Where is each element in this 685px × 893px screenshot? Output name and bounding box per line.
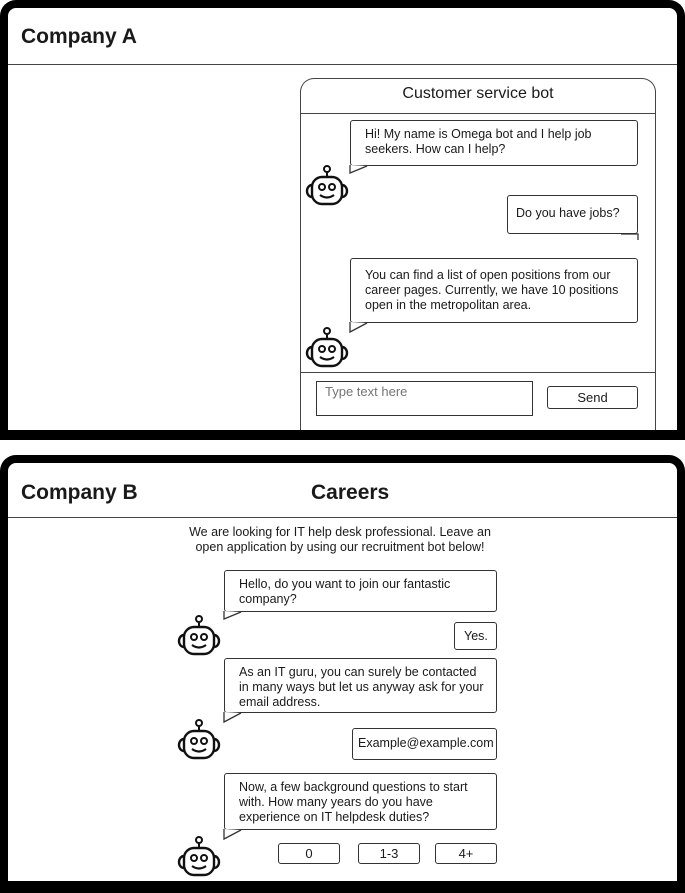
header-divider bbox=[8, 64, 677, 65]
user-message bbox=[454, 622, 497, 650]
robot-icon bbox=[304, 327, 350, 369]
bot-message bbox=[224, 658, 497, 713]
intro-text: We are looking for IT help desk professional. Leave an open application by using our recruitment bot below! bbox=[189, 525, 491, 554]
option-button-4plus[interactable]: 4+ bbox=[435, 843, 497, 864]
bot-message bbox=[350, 258, 638, 323]
robot-icon bbox=[176, 615, 222, 657]
bubble-tail bbox=[223, 611, 243, 621]
message-text: Example@example.com bbox=[358, 736, 494, 750]
header-divider bbox=[8, 517, 677, 518]
chat-text-input[interactable] bbox=[316, 381, 533, 416]
company-b-title: Company B bbox=[21, 481, 138, 504]
message-text: Now, a few background questions to start with. How many years do you have experience on IT helpdesk duties? bbox=[239, 780, 468, 824]
message-text: Do you have jobs? bbox=[516, 206, 620, 220]
robot-icon bbox=[176, 836, 222, 878]
bubble-tail bbox=[223, 712, 243, 724]
bot-message bbox=[224, 773, 497, 830]
bubble-tail bbox=[223, 829, 243, 841]
bot-message bbox=[350, 120, 638, 166]
chat-input-divider bbox=[300, 372, 656, 373]
company-a-title: Company A bbox=[21, 25, 137, 48]
user-message bbox=[507, 195, 638, 234]
message-text: Hello, do you want to join our fantastic company? bbox=[239, 577, 451, 606]
bot-message bbox=[224, 570, 497, 612]
chat-title: Customer service bot bbox=[402, 85, 554, 102]
robot-icon bbox=[176, 719, 222, 761]
message-text: As an IT guru, you can surely be contacted in many ways but let us anyway ask for your email address. bbox=[239, 665, 484, 709]
option-button-1-3[interactable]: 1-3 bbox=[358, 843, 420, 864]
user-message bbox=[352, 728, 497, 760]
bubble-tail bbox=[349, 322, 369, 334]
option-button-0[interactable]: 0 bbox=[278, 843, 340, 864]
message-text: Hi! My name is Omega bot and I help job seekers. How can I help? bbox=[365, 127, 592, 156]
robot-icon bbox=[304, 165, 350, 207]
message-text: Yes. bbox=[464, 629, 488, 643]
bubble-tail bbox=[349, 165, 369, 175]
bubble-tail bbox=[620, 233, 640, 243]
chat-title-divider bbox=[300, 113, 656, 114]
send-button[interactable]: Send bbox=[547, 386, 638, 409]
message-text: You can find a list of open positions from our career pages. Currently, we have 10 positions open in the metropolitan area. bbox=[365, 268, 619, 312]
page-title: Careers bbox=[311, 481, 390, 504]
